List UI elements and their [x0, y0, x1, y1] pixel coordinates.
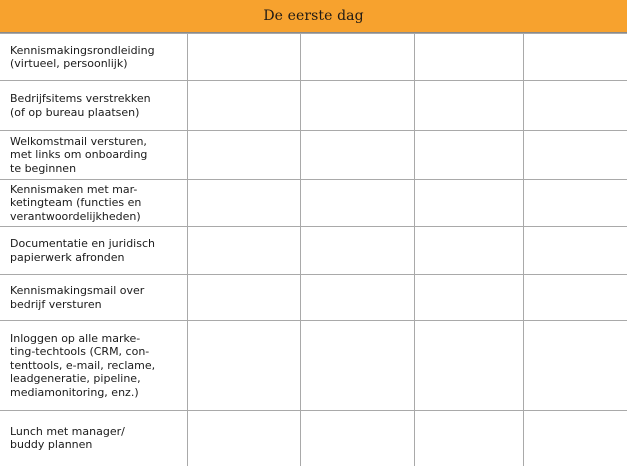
check-cell[interactable]	[414, 34, 523, 81]
check-cell[interactable]	[523, 275, 627, 321]
table-row	[0, 411, 627, 466]
task-cell	[0, 180, 187, 227]
task-label: Bedrijfsitems verstrekken (of op bureau plaatsen)	[10, 92, 151, 119]
checklist-table	[0, 33, 627, 466]
task-label: Kennismaken met mar- ketingteam (functies en verantwoordelijkheden)	[10, 182, 142, 223]
task-cell	[0, 321, 187, 411]
check-cell[interactable]	[187, 131, 300, 180]
task-cell	[0, 275, 187, 321]
check-cell[interactable]	[187, 180, 300, 227]
check-cell[interactable]	[414, 227, 523, 275]
check-cell[interactable]	[414, 131, 523, 180]
task-cell	[0, 81, 187, 131]
check-cell[interactable]	[187, 81, 300, 131]
table-row	[0, 275, 627, 321]
check-cell[interactable]	[187, 227, 300, 275]
check-cell[interactable]	[300, 411, 414, 466]
check-cell[interactable]	[187, 275, 300, 321]
task-label: Kennismakingsrondleiding (virtueel, persoonlijk)	[10, 43, 155, 70]
task-cell	[0, 34, 187, 81]
check-cell[interactable]	[523, 34, 627, 81]
check-cell[interactable]	[187, 411, 300, 466]
check-cell[interactable]	[414, 321, 523, 411]
task-cell	[0, 411, 187, 466]
check-cell[interactable]	[414, 411, 523, 466]
check-cell[interactable]	[300, 81, 414, 131]
check-cell[interactable]	[523, 227, 627, 275]
check-cell[interactable]	[414, 275, 523, 321]
check-cell[interactable]	[300, 131, 414, 180]
task-label: Documentatie en juridisch papierwerk afronden	[10, 237, 155, 264]
task-label: Welkomstmail versturen, met links om onboarding te beginnen	[10, 134, 148, 175]
table-row	[0, 81, 627, 131]
checklist-header	[0, 0, 627, 33]
table-row	[0, 180, 627, 227]
check-cell[interactable]	[187, 321, 300, 411]
check-cell[interactable]	[300, 180, 414, 227]
check-cell[interactable]	[523, 81, 627, 131]
check-cell[interactable]	[523, 411, 627, 466]
check-cell[interactable]	[523, 180, 627, 227]
task-label: Kennismakingsmail over bedrijf versturen	[10, 284, 145, 311]
check-cell[interactable]	[414, 81, 523, 131]
check-cell[interactable]	[414, 180, 523, 227]
task-label: Lunch met manager/ buddy plannen	[10, 424, 125, 452]
task-cell	[0, 227, 187, 275]
table-row	[0, 227, 627, 275]
check-cell[interactable]	[523, 321, 627, 411]
check-cell[interactable]	[300, 321, 414, 411]
check-cell[interactable]	[300, 34, 414, 81]
table-row	[0, 321, 627, 411]
task-cell	[0, 131, 187, 180]
check-cell[interactable]	[300, 227, 414, 275]
check-cell[interactable]	[187, 34, 300, 81]
checklist-title: De eerste dag	[263, 8, 364, 24]
check-cell[interactable]	[523, 131, 627, 180]
table-row	[0, 131, 627, 180]
task-label: Inloggen op alle marke- ting-techtools (CRM, con- tenttools, e-mail, reclame, leadgeneratie, pipeline, mediamonitoring, enz.)	[10, 331, 156, 399]
table-row	[0, 34, 627, 81]
check-cell[interactable]	[300, 275, 414, 321]
